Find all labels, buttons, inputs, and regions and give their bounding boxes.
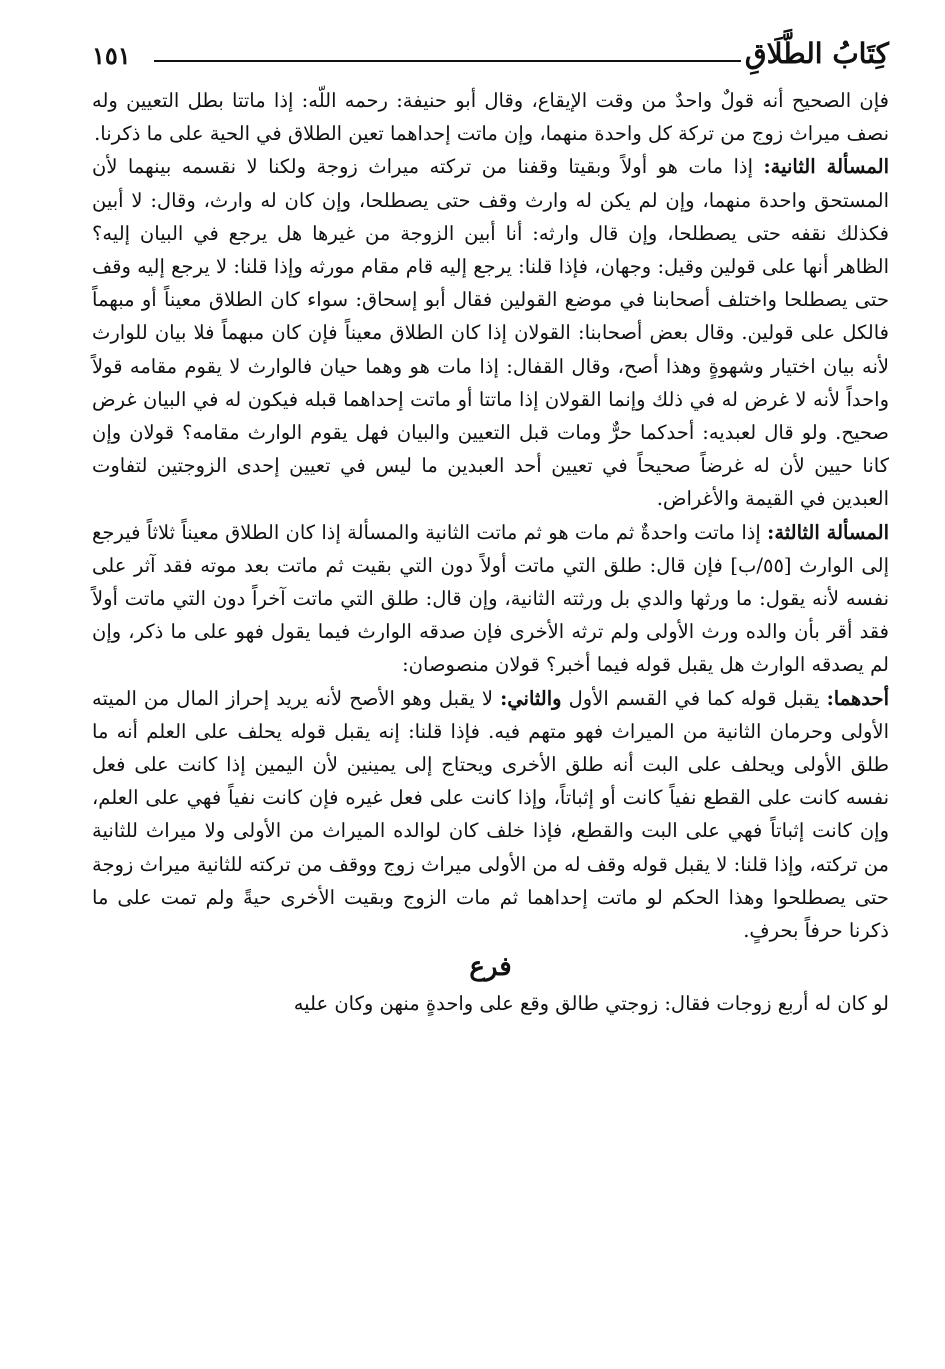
page-body: [92, 84, 889, 1020]
paragraph-1-text: فإن الصحيح أنه قولٌ واحدٌ من وقت الإيقاع، وقال أبو حنيفة: رحمه اللّه: إذا ماتتا بطل التعيين وله نصف ميراث زوج من تركة كل واحدة منهما، وإن ماتت إحداهما تعين الطلاق في الحية على ما ذكرنا.: [92, 89, 889, 146]
paragraph-3-heading: المسألة الثالثة:: [767, 520, 890, 544]
paragraph-2: [92, 150, 889, 515]
paragraph-4-text-a: يقبل قوله كما في القسم الأول: [568, 686, 820, 710]
page-number: ١٥١: [92, 41, 131, 70]
paragraph-1: [92, 84, 889, 150]
paragraph-2-heading: المسألة الثانية:: [763, 155, 889, 179]
final-paragraph: [92, 987, 889, 1020]
paragraph-3: [92, 516, 889, 682]
final-paragraph-text: لو كان له أربع زوجات فقال: زوجتي طالق وقع على واحدةٍ منهن وكان عليه: [293, 992, 889, 1016]
paragraph-4: [92, 682, 889, 948]
header-rule: [154, 60, 741, 62]
paragraph-4-text-b: لا يقبل وهو الأصح لأنه يريد إحراز المال من الميته الأولى وحرمان الثانية من الميراث فهو متهم فيه. فإذا قلنا: إنه يقبل قوله يحلف على العلم أنه ما طلق الأولى ويحلف على البت أنه طلق الأخرى ويحتاج إلى يمينين لأن اليمين إذا كانت على فعل نفسه كانت على القطع نفياً كانت أو إثباتاً، وإذا كانت على فعل غيره فإن كانت نفياً فهي على العلم، وإن كانت إثباتاً فهي على البت والقطع، فإذا خلف كان لوالده الميراث من الأولى ولا ميراث للثانية من تركته، وإذا قلنا: لا يقبل قوله وقف له من الأولى ميراث زوج ووقف من تركته للثانية ميراث زوجة حتى يصطلحوا وهذا الحكم لو ماتت إحداهما ثم مات الزوج وبقيت الأخرى حيةً ولم تمت على ما ذكرنا حرفاً بحرفٍ.: [92, 686, 889, 943]
paragraph-2-text: إذا مات هو أولاً وبقيتا وقفنا من تركته ميراث زوجة ولكنا لا نقسمه بينهما لأن المستحق واحدة منهما، وإن لم يكن له وارث وقف حتى يصطلحا، وإن كان له وارث، وقال: لا أبين فكذلك نقفه حتى يصطلحا، وإن قال وارثه: أنا أبين الزوجة من غيرها هل يرجع في البيان إليه؟ الظاهر أنها على قولين وقيل: وجهان، فإذا قلنا: يرجع إليه قام مقام مورثه وإذا قلنا: لا يرجع إليه وقف حتى يصطلحا واختلف أصحابنا في موضع القولين فقال أبو إسحاق: سواء كان الطلاق معيناً أو مبهماً فالكل على قولين. وقال بعض أصحابنا: القولان إذا كان الطلاق معيناً فإن كان مبهماً فلا بيان للوارث لأنه بيان اختيار وشهوةٍ وهذا أصح، وقال القفال: إذا مات هو وهما حيان فالوارث لا يقوم مقامه قولاً واحداً لأنه لا غرض له في ذلك وإنما القولان إذا ماتتا أو ماتت إحداهما قبله فيكون له في البيان غرض صحيح. ولو قال لعبديه: أحدكما حرٌّ ومات قبل التعيين والبيان فهل يقوم الوارث مقامه؟ قولان وإن كانا حيين لأن له غرضاً صحيحاً في تعيين أحد العبدين ما ليس في تعيين إحدى الزوجتين لتفاوت العبدين في القيمة والأغراض.: [92, 155, 889, 511]
section-heading: فرع: [469, 952, 512, 983]
paragraph-4-heading: أحدهما:: [826, 686, 889, 710]
page-header: [92, 34, 889, 84]
paragraph-3-text: إذا ماتت واحدةٌ ثم مات هو ثم ماتت الثانية والمسألة إذا كان الطلاق معيناً ثلاثاً فيرجع إلى الوارث [٥٥/ب] فإن قال: طلق التي ماتت أولاً دون التي بقيت ثم ماتت بعد موته فقد آثر على نفسه لأنه يقول: ما ورثها والدي بل ورثته الثانية، وإن قال: طلق التي ماتت آخراً دون التي ماتت أولاً فقد أقر بأن والده ورث الأولى ولم ترثه الأخرى فإن صدقه الوارث فيما يقول فهو على ما ذكر، وإن لم يصدقه الوارث هل يقبل قوله فيما أخبر؟ قولان منصوصان:: [92, 520, 889, 677]
book-title: كِتَابُ الطَّلَاقِ: [744, 37, 889, 70]
paragraph-4-mid-heading: والثاني:: [500, 686, 562, 710]
